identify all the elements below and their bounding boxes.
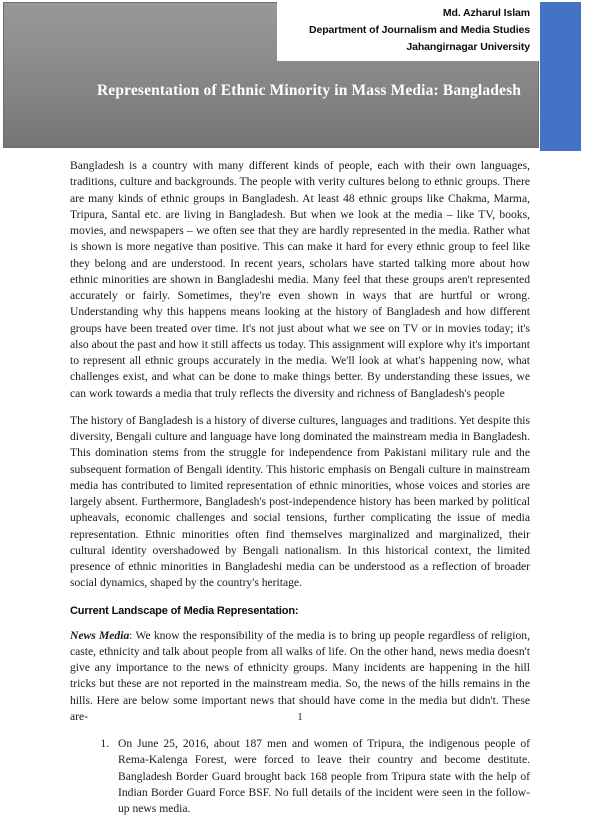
paragraph-intro: Bangladesh is a country with many different kinds of people, each with their own languages, traditions, culture and backgrounds. The people with verity cultures belong to ethnic groups. There are many kinds of ethnic groups in Bangladesh. At least 48 ethnic groups like Chakma, Marma, Tripura, Santal etc. are living in Bangladesh. But when we look at the media – like TV, books, movies, and newspapers – we often see that they are hardly represented in the media. Rather what is shown is more negative than positive. This can make it hard for every ethnic group to feel like they belong and are understood. In recent years, scholars have started talking more about how ethnic minorities are shown in Bangladeshi media. Many feel that these groups aren't represented accurately or fairly. Sometimes, they're even shown in ways that are hurtful or wrong. Understanding why this happens means looking at the history of Bangladesh and how different groups have been treated over time. It's not just about what we see on TV or in movies today; it's also about the past and how it still affects us today. This assignment will explore why it's important to represent all ethnic groups accurately in the media. We'll look at what's happening now, what challenges exist, and what can be done to make things better. By understanding these issues, we can work towards a media that truly reflects the diversity and richness of Bangladesh's people [70,159,530,400]
news-incident-list [70,736,530,817]
list-item: 1. On June 25, 2016, about 187 men and women of Tripura, the indigenous people of Rema-Kalenga Forest, were forced to leave their country and become destitute. Bangladesh Border Guard brought back 168 people from Tripura state with the help of Indian Border Guard Force BSF. No full details of the incident were seen in the follow-up news media. [112,736,530,817]
author-name: Md. Azharul Islam [442,7,530,19]
accent-bar [540,2,581,151]
author-department: Department of Journalism and Media Studies [308,24,530,36]
news-media-text: : We know the responsibility of the media is to bring up people regardless of religion, caste, ethnicity and talk about people from all walks of life. On the other hand, news media doesn't give any importance to the news of ethnicity groups. Many incidents are happening in the hill tricks but these are not reported in the mainstream media. So, the news of the hills remains in the hills. Here are below some important news that should have come in the media but didn't. These are- [70,628,530,723]
page-title: Representation of Ethnic Minority in Mass Media: Bangladesh [96,82,522,99]
paragraph-history: The history of Bangladesh is a history of diverse cultures, languages and traditions. Yet despite this diversity, Bengali culture and language have long dominated the mainstream media in Bangladesh. This domination stems from the struggle for independence from Pakistani military rule and the subsequent formation of Bengali identity. This historic emphasis on Bengali culture in mainstream media has contributed to limited representation of ethnic minorities, whose voices and stories are largely absent. Furthermore, Bangladesh's post-independence history has been marked by political upheavals, economic challenges and social tensions, further complicating the issue of media representation. Ethnic minorities often find themselves marginalized and marginalized, their cultural identity overshadowed by Bengali nationalism. In this historical context, the limited presence of ethnic minorities in Bangladeshi media can be understood as a reflection of broader social dynamics, shaped by the country's heritage. [70,413,530,590]
section-heading-current-landscape: Current Landscape of Media Representation: [70,604,299,617]
author-info-block [277,0,539,61]
author-university: Jahangirnagar University [406,41,530,53]
news-media-label: News Media [70,628,130,642]
page-number: 1 [297,711,303,723]
